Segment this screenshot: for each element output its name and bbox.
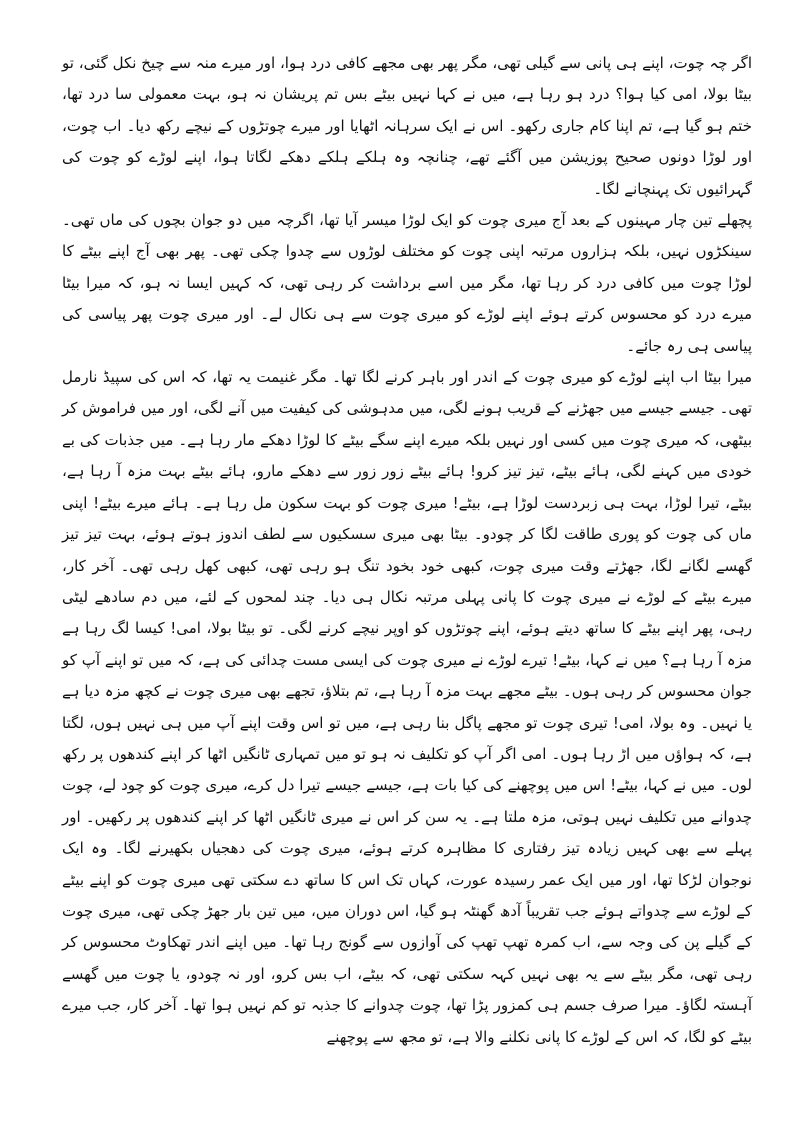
paragraph-3: میرا بیٹا اب اپنے لوڑے کو میری چوت کے اندر اور باہر کرنے لگا تھا۔ مگر غنیمت یہ تھا، کہ اس کی سپیڈ نارمل تھی۔ جیسے جیسے میں جھڑنے کے قریب ہونے لگی، میں مدہوشی کی کیفیت میں آنے لگی، اور میں فراموش کر بیٹھی، کہ میری چوت میں کسی اور نہیں بلکہ میرے اپنے سگے بیٹے کا لوڑا دھکے مار رہا ہے۔ میں جذبات کی بے خودی میں کہنے لگی، ہائے بیٹے، تیز تیز کرو! ہائے بیٹے زور زور سے دھکے مارو، ہائے بیٹے بہت مزہ آ رہا ہے، بیٹے، تیرا لوڑا، بہت ہی زبردست لوڑا ہے، بیٹے! میری چوت کو بہت سکون مل رہا ہے۔ ہائے میرے بیٹے! اپنی ماں کی چوت کو پوری طاقت لگا کر چودو۔ بیٹا بھی میری سسکیوں سے لطف اندوز ہوتے ہوئے، بہت تیز تیز گھسے لگانے لگا، جھڑتے وقت میری چوت، کبھی خود بخود تنگ ہو رہی تھی، کبھی کھل رہی تھی۔ آخر کار، میرے بیٹے کے لوڑے نے میری چوت کا پانی پہلی مرتبہ نکال ہی دیا۔ چند لمحوں کے لئے، میں دم سادھے لیٹی رہی، پھر اپنے بیٹے کا ساتھ دیتے ہوئے، اپنے چوتڑوں کو اوپر نیچے کرنے لگی۔ تو بیٹا بولا، امی! کیسا لگ رہا ہے مزہ آ رہا ہے؟ میں نے کہا، بیٹے! تیرے لوڑے نے میری چوت کی ایسی مست چدائی کی ہے، کہ میں تو اپنے آپ کو جوان محسوس کر رہی ہوں۔ بیٹے مجھے بہت مزہ آ رہا ہے، تم بتلاؤ، تجھے بھی میری چوت نے کچھ مزہ دیا ہے یا نہیں۔ وہ بولا، امی! تیری چوت تو مجھے پاگل بنا رہی ہے، میں تو اس وقت اپنے آپ میں ہی نہیں ہوں، لگتا ہے، کہ ہواؤں میں اڑ رہا ہوں۔ امی اگر آپ کو تکلیف نہ ہو تو میں تمہاری ٹانگیں اٹھا کر اپنے کندھوں پر رکھ لوں۔ میں نے کہا، بیٹے! اس میں پوچھنے کی کیا بات ہے، جیسے جیسے تیرا دل کرے، میری چوت کو چود لے، چوت چدوانے میں تکلیف نہیں ہوتی، مزہ ملتا ہے۔ یہ سن کر اس نے میری ٹانگیں اٹھا کر اپنے کندھوں پر رکھیں۔ اور پہلے سے بھی کہیں زیادہ تیز رفتاری کا مظاہرہ کرتے ہوئے، میری چوت کی دھجیاں بکھیرنے لگا۔ وہ ایک نوجوان لڑکا تھا، اور میں ایک عمر رسیدہ عورت، کہاں تک اس کا ساتھ دے سکتی تھی میری چوت کو اپنے بیٹے کے لوڑے سے چدواتے ہوئے جب تقریباً آدھ گھنٹہ ہو گیا، اس دوران میں، میں تین بار جھڑ چکی تھی، میری چوت کے گیلے پن کی وجہ سے، اب کمرہ تھپ تھپ کی آوازوں سے گونج رہا تھا۔ میں اپنے اندر تھکاوٹ محسوس کر رہی تھی، مگر بیٹے سے یہ بھی نہیں کہہ سکتی تھی، کہ بیٹے، اب بس کرو، اور نہ چودو، یا چوت میں گھسے آہستہ لگاؤ۔ میرا صرف جسم ہی کمزور پڑا تھا، چوت چدوانے کا جذبہ تو کم نہیں ہوا تھا۔ آخر کار، جب میرے بیٹے کو لگا، کہ اس کے لوڑے کا پانی نکلنے والا ہے، تو مجھ سے پوچھنے: [62, 368, 752, 1046]
page-body-text: [62, 48, 752, 1053]
paragraph-1: اگر چہ چوت، اپنے ہی پانی سے گیلی تھی، مگر پھر بھی مجھے کافی درد ہوا، اور میرے منہ سے چیخ نکل گئی، تو بیٹا بولا، امی کیا ہوا؟ درد ہو رہا ہے، میں نے کہا نہیں بیٹے بس تم پریشان نہ ہو، بہت معمولی سا درد تھا، ختم ہو گیا ہے، تم اپنا کام جاری رکھو۔ اس نے ایک سرہانہ اٹھایا اور میرے چوتڑوں کے نیچے رکھ دیا۔ اب چوت، اور لوڑا دونوں صحیح پوزیشن میں آگئے تھے، چنانچہ وہ ہلکے ہلکے دھکے لگاتا ہوا، اپنے لوڑے کو چوت کی گہرائیوں تک پہنچانے لگا۔: [62, 54, 753, 198]
paragraph-2: پچھلے تین چار مہینوں کے بعد آج میری چوت کو ایک لوڑا میسر آیا تھا، اگرچہ میں دو جوان بچوں کی ماں تھی۔ سینکڑوں نہیں، بلکہ ہزاروں مرتبہ اپنی چوت کو مختلف لوڑوں سے چدوا چکی تھی۔ پھر بھی آج اپنے بیٹے کا لوڑا چوت میں کافی درد کر رہا تھا، مگر میں اسے برداشت کر رہی تھی، کہ کہیں ایسا نہ ہو، کہ میرا بیٹا میرے درد کو محسوس کرتے ہوئے اپنے لوڑے کو میری چوت سے ہی نکال لے۔ اور میری چوت پھر پیاسی کی پیاسی ہی رہ جائے۔: [62, 211, 752, 355]
